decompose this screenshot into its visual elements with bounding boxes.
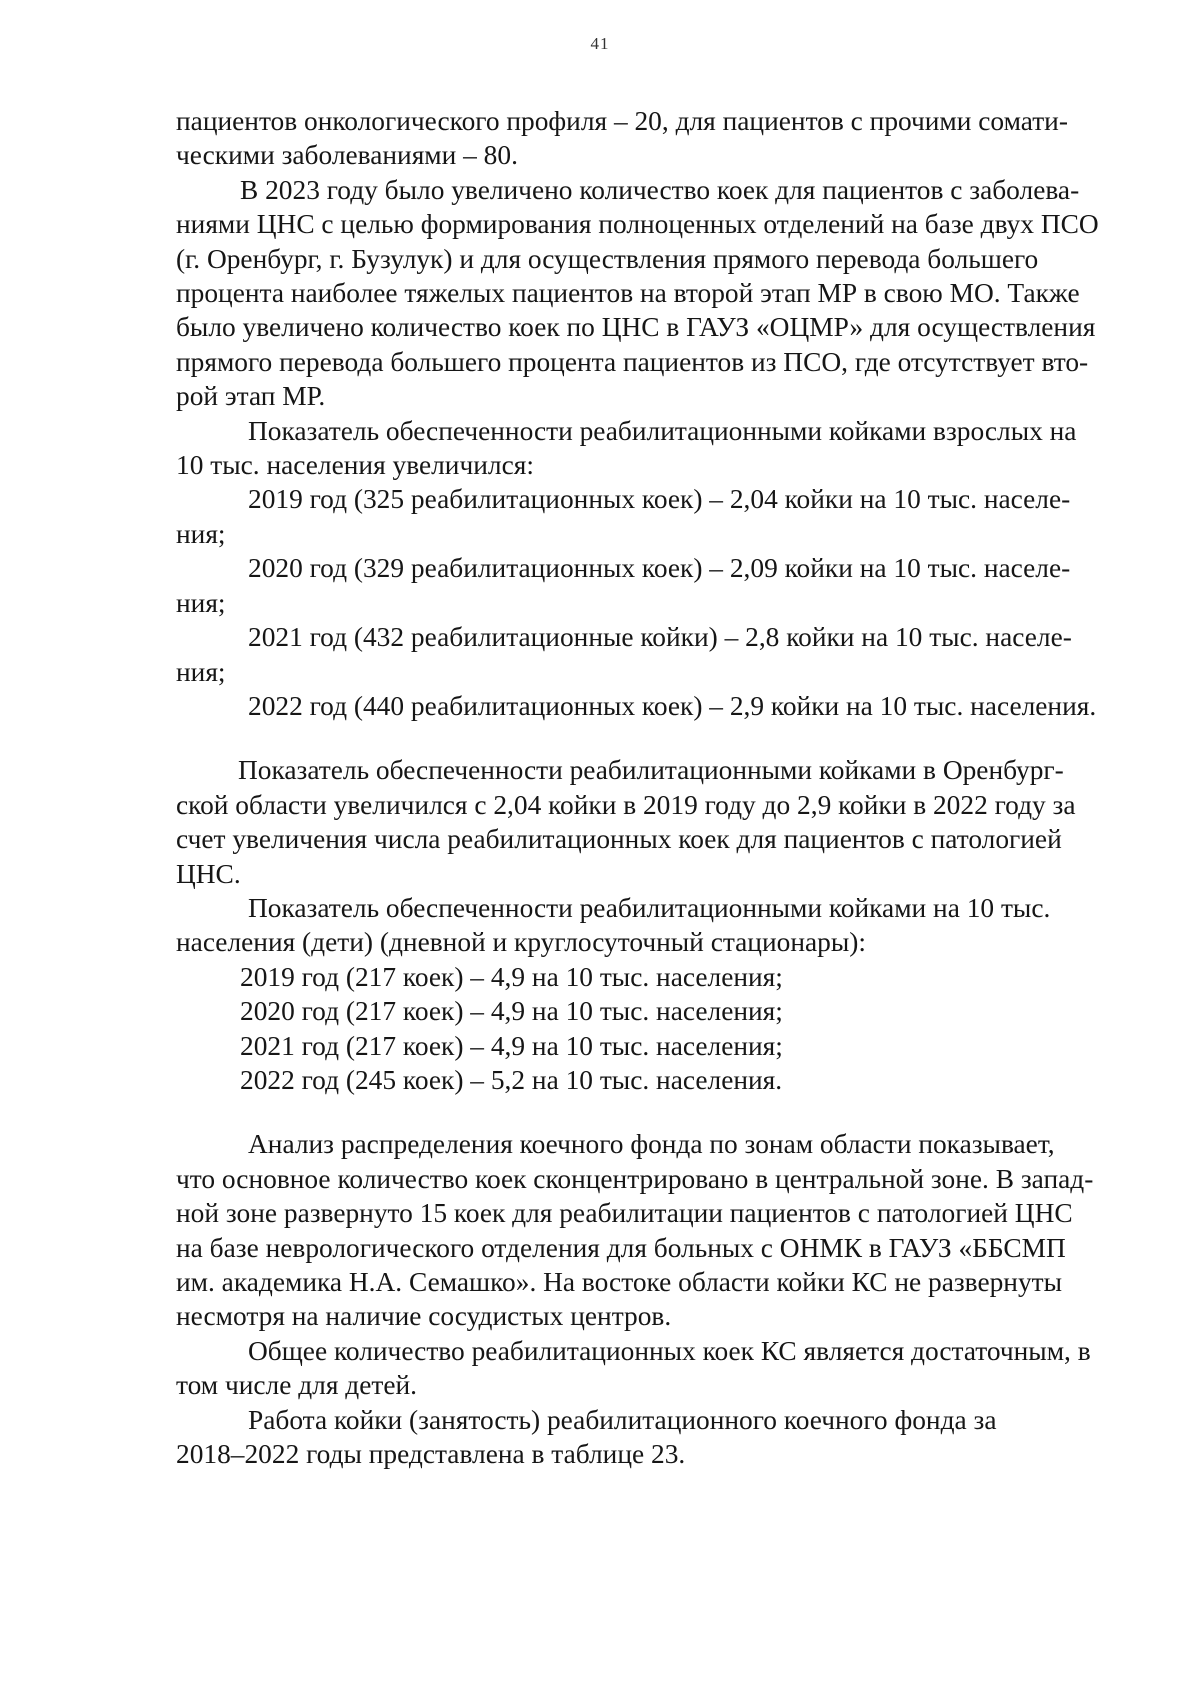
paragraph-zone-analysis: Анализ распределения коечного фонда по зонам области показывает, что основное количество коек сконцентрировано в центральной зоне. В запад- ной зоне развернуто 15 коек для реабилитации пациентов с патологией ЦНС на базе неврологического отделения для больных с ОНМК в ГАУЗ «ББСМП им. академика Н.А. Семашко». На востоке области койки КС не развернуты несмотря на наличие сосудистых центров. [176,1129,1094,1332]
paragraph-cns-beds-2023: В 2023 году было увеличено количество коек для пациентов с заболева- ниями ЦНС с целью формирования полноценных отделений на базе двух ПСО (г. Оренбург, г. Бузулук) и для осуществления прямого перевода большего процента наиболее тяжелых пациентов на второй этап МР в свою МО. Также было увеличено количество коек по ЦНС в ГАУЗ «ОЦМР» для осуществления прямого перевода большего процента пациентов из ПСО, где отсутствует вто- рой этап МР. [176,174,1099,412]
children-list-item-2021: 2021 год (217 коек) – 4,9 на 10 тыс. населения; [240,1030,783,1061]
paragraph-oncology: пациентов онкологического профиля – 20, для пациентов с прочими сомати- ческими заболеваниями – 80. [176,106,1068,171]
paragraph-total-beds: Общее количество реабилитационных коек КС является достаточным, в том числе для детей. [176,1335,1091,1401]
paragraph-adult-indicator: Показатель обеспеченности реабилитационными койками взрослых на 10 тыс. населения увеличился: [176,415,1077,481]
children-list-item-2019: 2019 год (217 коек) – 4,9 на 10 тыс. населения; [240,961,783,992]
adult-list-item-2021: 2021 год (432 реабилитационные койки) – 2,8 койки на 10 тыс. населе- ния; [176,622,1072,687]
adult-list-item-2019: 2019 год (325 реабилитационных коек) – 2,04 койки на 10 тыс. населе- ния; [176,484,1071,549]
adult-list-item-2022: 2022 год (440 реабилитационных коек) – 2,9 койки на 10 тыс. населения. [248,690,1097,721]
paragraph-region-growth: Показатель обеспеченности реабилитационными койками в Оренбург- ской области увеличился с 2,04 койки в 2019 году до 2,9 койки в 2022 году за счет увеличения числа реабилитационных коек для пациентов с патологией ЦНС. [176,755,1076,889]
page-number: 41 [590,34,610,53]
adult-beds-list [176,482,1122,723]
children-beds-list [176,960,1122,1098]
children-list-item-2020: 2020 год (217 коек) – 4,9 на 10 тыс. населения; [240,996,783,1027]
adult-list-item-2020: 2020 год (329 реабилитационных коек) – 2,09 койки на 10 тыс. населе- ния; [176,553,1071,618]
children-list-item-2022: 2022 год (245 коек) – 5,2 на 10 тыс. населения. [240,1064,783,1095]
document-body [176,104,1122,1471]
paragraph-children-indicator: Показатель обеспеченности реабилитационными койками на 10 тыс. населения (дети) (дневной и круглосуточный стационары): [176,892,1051,958]
paragraph-table-reference: Работа койки (занятость) реабилитационного коечного фонда за 2018–2022 годы представлена в таблице 23. [176,1404,997,1470]
